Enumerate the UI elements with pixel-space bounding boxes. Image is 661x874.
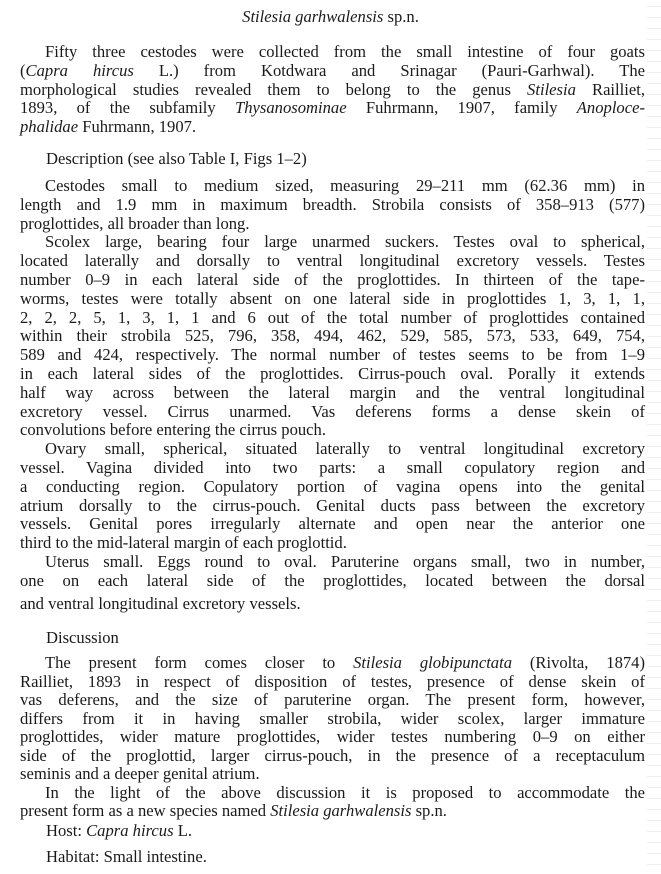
text-line: [20, 309, 645, 328]
text-line: [20, 691, 645, 710]
text-run: Scolex large, bearing four large unarmed suckers. Testes oval to spherical,: [45, 232, 645, 252]
text-run: Cestodes small to medium sized, measuring 29–211 mm (62.36 mm) in: [45, 176, 645, 195]
description-heading: Description (see also Table I, Figs 1–2): [46, 149, 307, 168]
discussion-heading: Discussion: [46, 628, 119, 647]
text-line: [20, 384, 645, 403]
text-line: [20, 346, 645, 365]
text-run: proglottides, wider mature proglottides, wider testes numbering 0–9 on either: [20, 727, 645, 746]
text-run: sp.n.: [411, 801, 447, 820]
text-run: third to the mid-lateral margin of each proglottid.: [20, 533, 347, 553]
text-line: [20, 654, 645, 673]
text-run: side of the proglottid, larger cirrus-pouch, in the presence of a receptaculum: [20, 745, 645, 765]
text-line: [20, 252, 645, 271]
text-run: The present form comes closer to: [45, 653, 354, 672]
text-line: [20, 81, 645, 100]
text-line: [20, 534, 645, 553]
text-run: proglottides, all broader than long.: [20, 213, 250, 233]
italic-text: Stilesia globipunctata: [353, 653, 513, 672]
intro-section: [20, 43, 645, 137]
text-run: Railliet, 1893 in respect of disposition of testes, presence of dense skein of: [20, 671, 645, 691]
text-run: Railliet,: [575, 79, 645, 99]
text-run: atrium dorsally to the cirrus-pouch. Genital ducts pass between the excretory: [20, 495, 645, 515]
species-title: [0, 7, 661, 27]
text-line: [20, 784, 645, 803]
text-line: [20, 553, 645, 572]
italic-text: Stilesia garhwalensis: [270, 801, 412, 820]
text-line: [20, 233, 645, 252]
description-section: [20, 177, 645, 613]
text-line: [20, 595, 645, 614]
text-line: [20, 765, 645, 784]
italic-text: Capra hircus: [25, 60, 134, 80]
text-run: Ovary small, spherical, situated laterally to ventral longitudinal excretory: [45, 439, 645, 459]
text-run: (: [20, 60, 26, 80]
text-run: convolutions before entering the cirrus pouch.: [20, 420, 326, 440]
text-run: vas deferens, and the size of paruterine organ. The present form, however,: [20, 690, 645, 709]
text-line: [20, 459, 645, 478]
text-line: [20, 215, 645, 234]
text-run: number 0–9 in each lateral side of the proglottides. In thirteen of the tape-: [20, 269, 645, 289]
italic-text: phalidae: [20, 117, 79, 137]
text-run: Habitat: Small intestine.: [46, 847, 207, 866]
text-line: [20, 403, 645, 422]
text-run: Fuhrmann, 1907.: [78, 117, 197, 137]
text-line: [20, 43, 645, 62]
text-run: and ventral longitudinal excretory vessels.: [20, 593, 301, 613]
text-line: [20, 290, 645, 309]
text-line: [20, 515, 645, 534]
text-run: seminis and a deeper genital atrium.: [20, 764, 260, 783]
text-line: [20, 747, 645, 766]
text-line: [20, 327, 645, 346]
text-run: half way across between the lateral margin and the ventral longitudinal: [20, 382, 645, 402]
text-run: Uterus small. Eggs round to oval. Paruterine organs small, two in number,: [45, 551, 645, 571]
text-run: vessels. Genital pores irregularly alternate and open near the anterior one: [20, 514, 645, 534]
italic-text: Thysanosominae: [235, 98, 347, 118]
text-line: [20, 710, 645, 729]
text-run: one on each lateral side of the proglottides, located between the dorsal: [20, 570, 645, 590]
text-run: Fuhrmann, 1907, family: [346, 98, 577, 118]
text-line: [20, 421, 645, 440]
text-line: [20, 728, 645, 747]
text-line: [20, 118, 645, 137]
text-run: Fifty three cestodes were collected from the small intestine of four goats: [45, 42, 645, 61]
text-run: 2, 2, 2, 5, 1, 3, 1, 1 and 6 out of the total number of proglottides contained: [20, 307, 645, 327]
text-run: excretory vessel. Cirrus unarmed. Vas deferens forms a dense skein of: [20, 401, 645, 421]
text-line: [20, 196, 645, 215]
text-run: L.: [173, 821, 192, 840]
text-run: in each lateral sides of the proglottides. Cirrus-pouch oval. Porally it extends: [20, 363, 645, 383]
text-run: 589 and 424, respectively. The normal number of testes seems to be from 1–9: [20, 345, 645, 365]
text-line: [20, 365, 645, 384]
text-run: located laterally and dorsally to ventral longitudinal excretory vessels. Testes: [20, 251, 645, 271]
text-line: [20, 802, 645, 821]
text-run: within their strobila 525, 796, 358, 494, 462, 529, 585, 573, 533, 649, 754,: [20, 326, 645, 346]
text-run: present form as a new species named: [20, 801, 271, 820]
text-run: (Rivolta, 1874): [512, 653, 645, 672]
italic-text: Anoploce-: [576, 98, 645, 118]
text-line: [20, 271, 645, 290]
scan-edge-noise: [647, 0, 661, 874]
text-run: sp.n.: [383, 7, 419, 26]
text-line: [20, 572, 645, 591]
italic-text: Stilesia: [527, 79, 576, 99]
text-run: In the light of the above discussion it is proposed to accommodate the: [45, 782, 645, 802]
text-run: vessel. Vagina divided into two parts: a small copulatory region and: [20, 457, 645, 477]
discussion-section: [20, 654, 645, 821]
host-line: [46, 821, 192, 841]
text-line: [20, 673, 645, 692]
text-line: [20, 62, 645, 81]
text-run: length and 1.9 mm in maximum breadth. Strobila consists of 358–913 (577): [20, 194, 645, 214]
text-line: [20, 497, 645, 516]
italic-text: Stilesia garhwalensis: [242, 7, 384, 26]
text-run: a conducting region. Copulatory portion of vagina opens into the genital: [20, 476, 645, 496]
text-run: morphological studies revealed them to belong to the genus: [20, 79, 528, 99]
text-line: [20, 99, 645, 118]
text-run: L.) from Kotdwara and Srinagar (Pauri-Garhwal). The: [133, 60, 646, 80]
text-line: [20, 440, 645, 459]
text-line: [20, 478, 645, 497]
text-run: 1893, of the subfamily: [20, 98, 236, 118]
text-run: differs from it in having smaller strobila, wider scolex, larger immature: [20, 708, 645, 728]
text-line: [20, 177, 645, 196]
italic-text: Capra hircus: [86, 821, 174, 840]
habitat-line: [46, 847, 207, 867]
text-run: Host:: [46, 821, 87, 840]
text-run: worms, testes were totally absent on one lateral side in proglottides 1, 3, 1, 1,: [20, 288, 645, 308]
